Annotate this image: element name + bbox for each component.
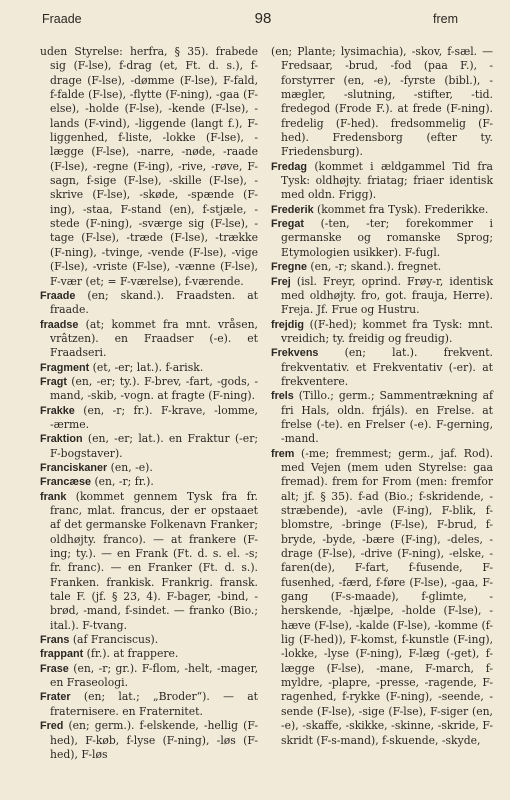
page-header: [40, 10, 486, 36]
entry-text: (isl. Freyr, oprind. Frøy-r, identisk med oldhøjty. fro, got. frauja, Herre). Freja. Jf. Frue og Hustru.: [281, 274, 493, 317]
dictionary-entry: [40, 404, 258, 433]
entry-headword: Fred: [40, 720, 64, 733]
header-left-guideword: Fraade: [42, 12, 82, 26]
entry-text: (en, -r; fr.).: [91, 475, 154, 489]
entry-text: (en; germ.). f-elskende, -hellig (F-hed), F-køb, f-lyse (F-ning), -løs (F-hed), F-løs: [50, 719, 258, 761]
entry-headword: Frase: [40, 662, 69, 675]
entry-headword: Fragt: [40, 375, 67, 388]
dictionary-entry: [40, 490, 258, 633]
entry-headword: Fregat: [271, 218, 304, 231]
entry-text: (kommet i ældgammel Tid fra Tysk: oldhøjty. friatag; friaer identisk med oldn. Frigg).: [281, 159, 493, 202]
dictionary-entry: [271, 160, 493, 203]
dictionary-entry: [271, 217, 493, 260]
entry-headword: frem: [271, 447, 295, 460]
entry-text: (en, -r; fr.). F-krave, -lomme, -ærme.: [50, 403, 258, 431]
entry-text: (en, -er; lat.). en Fraktur (-er; F-bogstaver).: [50, 432, 258, 460]
entry-headword: frels: [271, 390, 294, 403]
dictionary-entry: [40, 361, 258, 375]
dictionary-entry: [40, 633, 258, 647]
dictionary-entry: [271, 318, 493, 347]
left-column: [40, 45, 258, 762]
entry-text: (kommet gennem Tysk fra fr. franc, mlat. francus, der er opstaaet af det germanske Folkenavn Franker; oldhøjty. franco). — at frankere (F-ing; ty.). — en Frank (Ft. d. s. el. -s; fr. franc). — en Franker (Ft. d. s.). Franken. frankisk. Frankrig. fransk. tale F. (jf. § 23, 4). F-bager, -bind, -brød, -mand, f-sindet. — franko (Bio.; ital.). F-tvang.: [50, 489, 258, 632]
entry-headword: Frederik: [271, 203, 314, 216]
right-column: [271, 45, 493, 748]
dictionary-entry: [271, 45, 493, 160]
entry-text: (en, -e).: [107, 460, 153, 474]
entry-text: (at; kommet fra mnt. vråsen, vrâtzen). en Fraadser (-e). et Fraadseri.: [50, 317, 258, 360]
entry-text: (en, -r; gr.). F-flom, -helt, -mager, en Fraseologi.: [50, 661, 258, 690]
entry-headword: Frater: [40, 691, 71, 704]
dictionary-entry: [271, 275, 493, 318]
page-number: 98: [254, 10, 272, 27]
entry-headword: frank: [40, 490, 67, 503]
entry-headword: Frakke: [40, 404, 75, 417]
entry-text: (en, -er; ty.). F-brev, -fart, -gods, -mand, -skib, -vogn. at fragte (F-ning).: [50, 374, 258, 403]
entry-text: (et, -er; lat.). f-arisk.: [89, 360, 204, 374]
entry-text: (af Franciscus).: [69, 633, 159, 647]
entry-headword: Fregne: [271, 261, 307, 274]
entry-text: (-me; fremmest; germ., jaf. Rod). med Vejen (mem uden Styrelse: gaa fremad). frem for From (men: fremfor alt; jf. § 35). f-ad (Bio.; f-skridende, -stræbende), -avle (F-ing), F-blik, f-blomstre, -bringe (F-lse), F-brud, f-bryde, -byde, -bære (F-ing), -deles, -drage (F-lse), -drive (F-ning), -elske, -faren(de), F-fart, f-fusende, F-fusenhed, -færd, f-føre (F-lse), -gaa, F-gang (F-s-maade), f-glimte, -herskende, -hjælpe, -holde (F-lse), -hæve (F-lse), -kalde (F-lse), -komme (f-lig (F-hed)), F-komst, f-kunstle (F-ing), -lokke, -lyse (F-ning), F-læg (-get), f-lægge (F-lse), -mane, F-march, f-myldre, -plapre, -presse, -ragende, F-ragenhed, f-rykke (F-ning), -seende, -sende (F-lse), -sige (F-lse), F-siger (en, -e), -skaffe, -skikke, -skinne, -skride, F-skridt (F-s-mand), f-skuende, -skyde,: [281, 446, 493, 747]
entry-headword: fraadse: [40, 318, 79, 331]
entry-headword: Fragment: [40, 361, 90, 374]
entry-headword: frappant: [40, 648, 84, 661]
entry-text: (kommet fra Tysk). Frederikke.: [313, 202, 489, 216]
entry-headword: Fredag: [271, 160, 307, 173]
dictionary-entry: [40, 289, 258, 318]
dictionary-entry: [271, 260, 493, 274]
entry-headword: Fraktion: [40, 433, 83, 446]
dictionary-entry: [40, 375, 258, 404]
dictionary-entry: [40, 45, 258, 289]
dictionary-entry: [271, 346, 493, 389]
dictionary-entry: [40, 461, 258, 475]
header-right-guideword: frem: [433, 12, 458, 26]
entry-text: (en; skand.). Fraadsten. at fraade.: [50, 288, 258, 317]
entry-text: (fr.). at frappere.: [83, 647, 179, 661]
dictionary-entry: [40, 662, 258, 691]
entry-headword: Francæse: [40, 476, 92, 489]
entry-text: (en; lat.; „Broder“). — at fraternisere. en Fraternitet.: [50, 690, 258, 718]
entry-headword: Franciskaner: [40, 461, 108, 474]
entry-headword: frejdig: [271, 318, 304, 331]
entry-text: uden Styrelse: herfra, § 35). frabede sig (F-lse), f-drag (et, Ft. d. s.), f-drage (F-lse), -dømme (F-lse), F-fald, f-falde (F-lse), -flytte (F-ning), -gaa (F-else), -holde (F-lse), -kende (F-lse), -lands (F-vind), -liggende (langt f.), F-liggenhed, f-liste, -lokke (F-lse), -lægge (F-lse), -narre, -nøde, -raade (F-lse), -regne (F-ing), -rive, -røve, F-sagn, f-sige (F-lse), -skille (F-lse), -skrive (F-lse), -skøde, -spænde (F-ing), -staa, F-stand (en), f-stjæle, -stede (F-ning), -sværge sig (F-lse), -tage (F-lse), -træde (F-lse), -trække (F-ning), -tvinge, -vende (F-lse), -vige (F-lse), -vriste (F-lse), -vænne (F-lse), F-vær (et; = F-værelse), f-værende.: [40, 45, 258, 288]
dictionary-entry: [40, 719, 258, 762]
entry-text: (en; Plante; lysimachia), -skov, f-sæl. — Fredsaar, -brud, -fod (paa F.), -forstyrrer (en, -e), -fyrste (bibl.), -mægler, -slutning, -stifter, -tid. fredegod (Frode F.). at frede (F-ning). fredelig (F-hed). fredsommelig (F-hed). Fredensborg (efter ty. Friedensburg).: [271, 45, 493, 159]
entry-text: (en, -r; skand.). fregnet.: [307, 260, 442, 274]
dictionary-entry: [271, 203, 493, 217]
dictionary-entry: [40, 475, 258, 489]
entry-headword: Fraade: [40, 289, 76, 302]
dictionary-entry: [271, 389, 493, 446]
entry-text: (Tillo.; germ.; Sammentrækning af fri Hals, oldn. frjáls). en Frelse. at frelse (-te). en Frelser (-e). F-gerning, -mand.: [281, 389, 493, 446]
dictionary-entry: [40, 647, 258, 661]
entry-text: (en; lat.). frekvent. frekventativ. et Frekventativ (-er). at frekventere.: [281, 346, 493, 388]
entry-headword: Frekvens: [271, 347, 319, 360]
dictionary-entry: [40, 690, 258, 719]
dictionary-entry: [271, 447, 493, 748]
entry-headword: Frans: [40, 634, 70, 647]
dictionary-entry: [40, 318, 258, 361]
entry-text: (-ten, -ter; forekommer i germanske og romanske Sprog; Etymologien usikker). F-fugl.: [281, 217, 493, 259]
entry-text: ((F-hed); kommet fra Tysk: mnt. vreidich; ty. freidig og freudig).: [281, 317, 493, 345]
dictionary-entry: [40, 432, 258, 461]
entry-headword: Frej: [271, 275, 291, 288]
